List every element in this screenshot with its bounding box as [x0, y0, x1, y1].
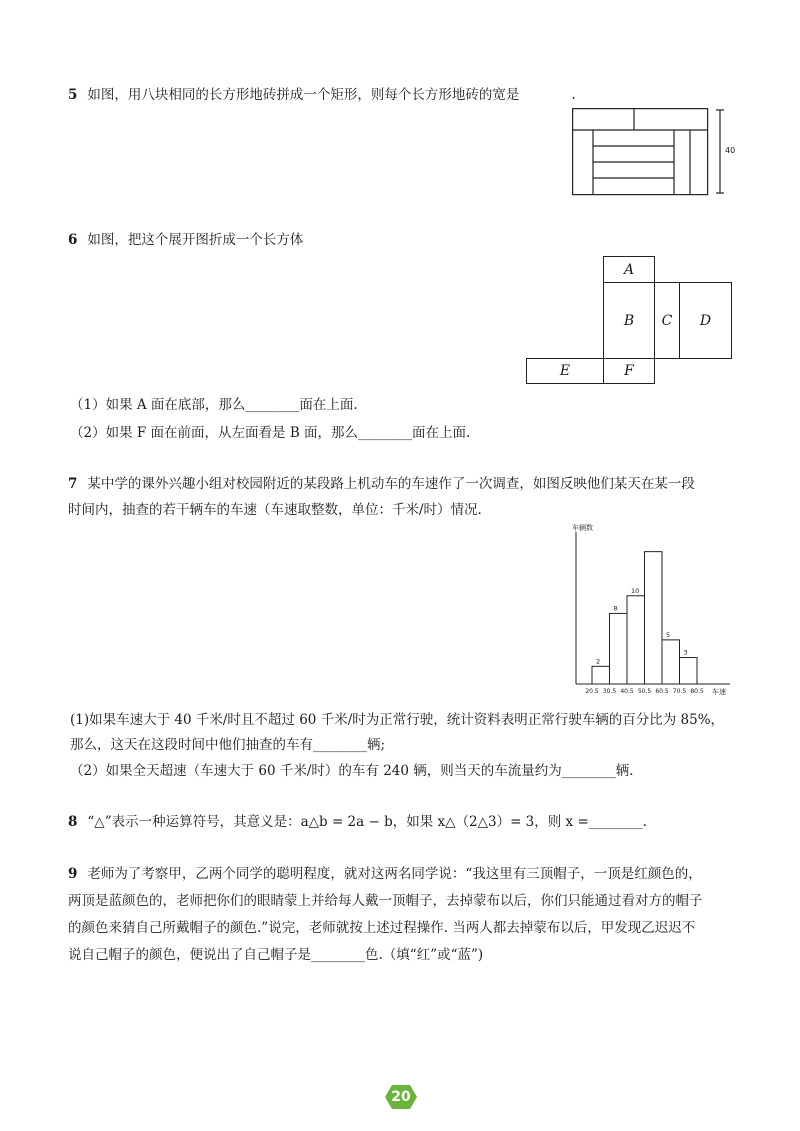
- histogram-tick-label: 30.5: [602, 688, 617, 695]
- x-axis-label: 车速: [712, 688, 726, 696]
- q7-sub1-line2: 那么，这天在这段时间中他们抽查的车有________辆;: [70, 737, 386, 753]
- histogram-tick-label: 70.5: [672, 688, 687, 695]
- q7-body-1: 某中学的课外兴趣小组对校园附近的某段路上机动车的车速作了一次调查，如图反映他们某天在某一段: [87, 476, 695, 492]
- q5-text: [68, 85, 576, 105]
- face-b: B: [603, 282, 655, 359]
- histogram-bar-50.5-60.5: [645, 552, 663, 684]
- q5-tiles-svg: [572, 108, 744, 198]
- face-e: E: [526, 358, 604, 384]
- q5-body: 如图，用八块相同的长方形地砖拼成一个矩形，则每个长方形地砖的宽是: [87, 87, 520, 103]
- q6-net-figure: [526, 256, 732, 384]
- q7-sub1-line1: (1)如果车速大于 40 千米/时且不超过 60 千米/时为正常行驶，统计资料表明正常行驶车辆的百分比为 85%，: [70, 712, 725, 728]
- q9-number: 9: [68, 866, 78, 882]
- histogram-bar-40.5-50.5: [627, 596, 645, 684]
- face-c: C: [654, 282, 680, 359]
- q5-number: 5: [68, 87, 78, 103]
- histogram-data-label: 3: [683, 648, 688, 657]
- face-f: F: [603, 358, 655, 384]
- histogram-tick-label: 80.5: [690, 688, 704, 695]
- q7-histogram: [560, 522, 740, 700]
- face-d: D: [679, 282, 732, 359]
- histogram-bar-30.5-40.5: [610, 613, 628, 684]
- histogram-tick-label: 60.5: [655, 688, 669, 695]
- page-number: 20: [391, 1089, 411, 1105]
- face-a: A: [603, 256, 655, 283]
- histogram-data-label: 10: [631, 586, 640, 595]
- histogram-tick-label: 50.5: [637, 688, 652, 695]
- q8-body: “△”表示一种运算符号，其意义是：a△b = 2a − b，如果 x△（2△3）= 3，则 x =________.: [87, 814, 648, 830]
- histogram-bar-70.5-80.5: [680, 658, 698, 684]
- histogram-bar-60.5-70.5: [662, 640, 680, 684]
- q7-histogram-svg: [560, 522, 740, 700]
- histogram-data-label: 5: [666, 630, 671, 639]
- q8-number: 8: [68, 814, 78, 830]
- q7-sub2: （2）如果全天超速（车速大于 60 千米/时）的车有 240 辆，则当天的车流量约为________辆.: [70, 763, 634, 779]
- histogram-data-label: 2: [596, 657, 601, 666]
- q9-body-1: 老师为了考察甲，乙两个同学的聪明程度，就对这两名同学说：“我这里有三顶帽子，一顶是红颜色的，: [87, 866, 702, 882]
- q6-number: 6: [68, 232, 78, 248]
- q7-number: 7: [68, 476, 78, 492]
- q9-line-2: 两顶是蓝颜色的，老师把你们的眼睛蒙上并给每人戴一顶帽子，去掉蒙布以后，你们只能通过看对方的帽子: [68, 893, 703, 909]
- histogram-data-label: 8: [613, 604, 618, 613]
- y-axis-label: 车辆数: [572, 524, 593, 532]
- q7-text-2: 时间内，抽查的若干辆车的车速（车速取整数，单位：千米/时）情况.: [68, 502, 482, 518]
- histogram-bar-20.5-30.5: [592, 666, 610, 684]
- page-number-badge: [384, 1084, 418, 1110]
- histogram-tick-label: 20.5: [585, 688, 599, 695]
- q9-line-3: 的颜色来猜自己所戴帽子的颜色.”说完，老师就按上述过程操作. 当两人都去掉蒙布以后，甲发现乙迟迟不: [68, 920, 696, 936]
- q5-dimension-label: 40: [725, 146, 736, 155]
- q5-end: .: [571, 87, 576, 103]
- q6-text: [68, 230, 303, 250]
- q9-line-4: 说自己帽子的颜色，便说出了自己帽子是________色.（填“红”或“蓝”): [68, 947, 484, 963]
- q6-sub1: （1）如果 A 面在底部，那么________面在上面.: [70, 397, 358, 413]
- q5-tiles-figure: [572, 108, 744, 198]
- histogram-tick-label: 40.5: [620, 688, 634, 695]
- q8-text: [68, 812, 647, 832]
- q6-sub2: （2）如果 F 面在前面，从左面看是 B 面，那么________面在上面.: [70, 425, 471, 441]
- q6-body: 如图，把这个展开图折成一个长方体: [87, 232, 304, 248]
- q7-text-1: [68, 474, 695, 494]
- q9-line-1: [68, 864, 702, 884]
